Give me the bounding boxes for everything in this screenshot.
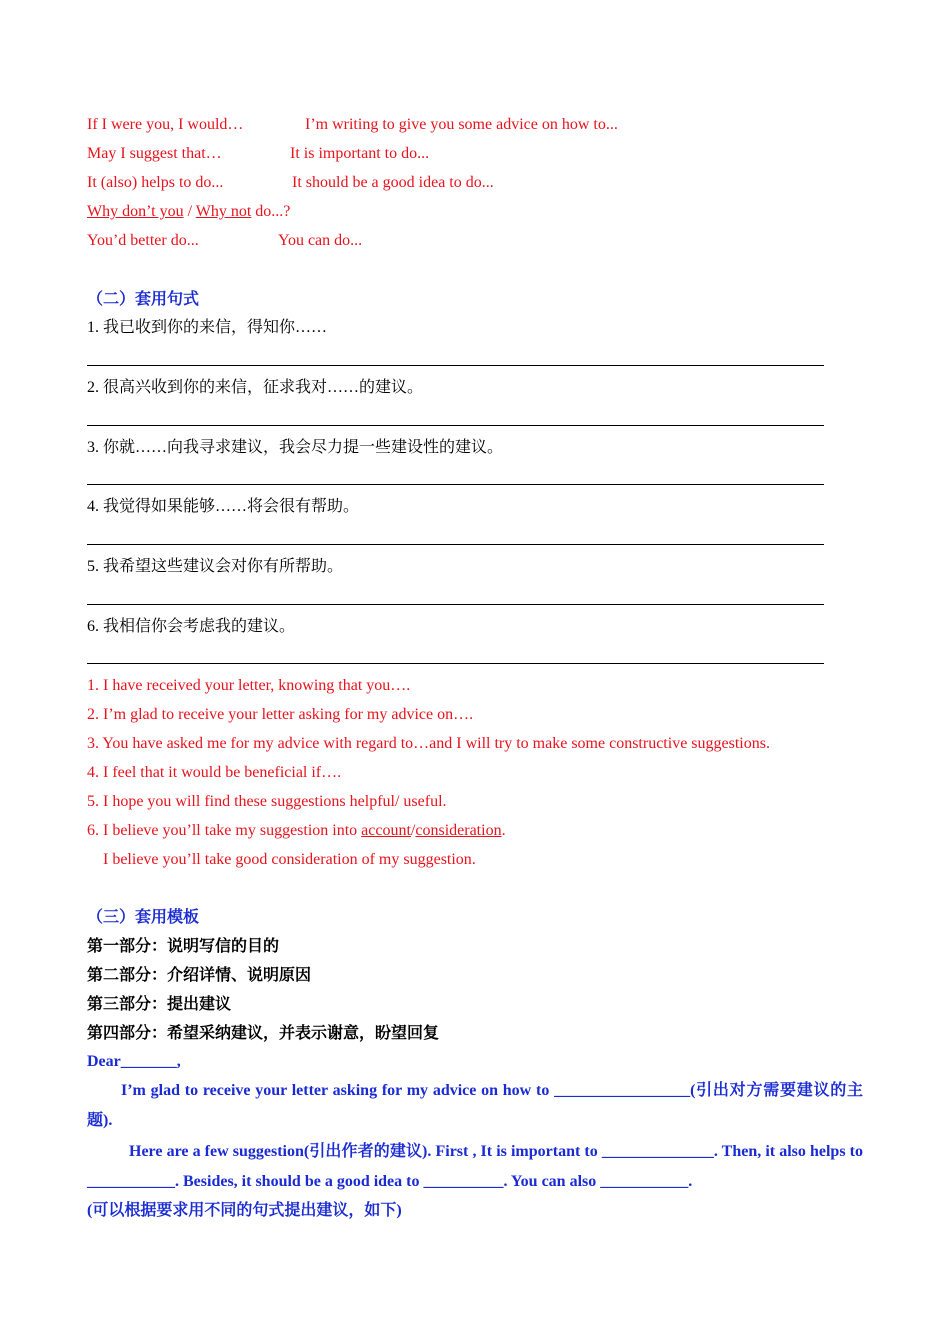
phrase-left: It (also) helps to do... — [87, 174, 224, 191]
answer-6-text: 6. I believe you’ll take my suggestion into — [87, 822, 362, 839]
phrase-row-3 — [87, 173, 494, 193]
answer-blank-line[interactable] — [87, 544, 824, 545]
phrase-left: You’d better do... — [87, 232, 199, 249]
letter-salutation: Dear_______, — [87, 1053, 181, 1070]
section-heading: （二）套用句式 — [87, 291, 200, 308]
question-5: 5. 我希望这些建议会对你有所帮助。 — [87, 558, 344, 575]
answer-6-word-account: account — [361, 822, 411, 839]
phrase-row-5 — [87, 231, 363, 251]
phrase-right: It is important to do... — [290, 145, 430, 162]
answer-6-period: . — [501, 822, 506, 839]
answer-6-separator: / — [410, 822, 416, 839]
phrase-right: I’m writing to give you some advice on how to... — [305, 116, 618, 133]
answer-6 — [87, 821, 506, 841]
answer-blank-line[interactable] — [87, 663, 824, 664]
question-2: 2. 很高兴收到你的来信，征求我对……的建议。 — [87, 379, 424, 396]
answer-6-word-consideration: consideration — [415, 822, 502, 839]
letter-paragraph-1: I’m glad to receive your letter asking for my advice on how to _________________(引出对方需要建议的主题). — [87, 1082, 863, 1129]
template-part-3: 第三部分：提出建议 — [87, 996, 232, 1013]
section-heading: （三）套用模板 — [87, 909, 200, 926]
template-part-2: 第二部分：介绍详情、说明原因 — [87, 967, 312, 984]
question-3: 3. 你就……向我寻求建议，我会尽力提一些建设性的建议。 — [87, 439, 504, 456]
question-6: 6. 我相信你会考虑我的建议。 — [87, 618, 296, 635]
answer-blank-line[interactable] — [87, 604, 824, 605]
template-part-4: 第四部分：希望采纳建议，并表示谢意，盼望回复 — [87, 1025, 440, 1042]
answer-5: 5. I hope you will find these suggestions helpful/ useful. — [87, 793, 447, 810]
answer-blank-line[interactable] — [87, 484, 824, 485]
answer-3: 3. You have asked me for my advice with regard to…and I will try to make some constructive suggestions. — [87, 735, 770, 752]
phrase-left: If I were you, I would… — [87, 116, 244, 133]
answer-1: 1. I have received your letter, knowing that you…. — [87, 677, 411, 694]
template-part-1: 第一部分：说明写信的目的 — [87, 938, 280, 955]
phrase-left: May I suggest that… — [87, 145, 222, 162]
phrase-right: You can do... — [278, 232, 363, 249]
phrase-row-4 — [87, 202, 290, 222]
phrase-underlined: Why not — [195, 203, 252, 220]
question-4: 4. 我觉得如果能够……将会很有帮助。 — [87, 498, 360, 515]
phrase-row-1 — [87, 115, 618, 135]
phrase-right: It should be a good idea to do... — [292, 174, 494, 191]
letter-note: (可以根据要求用不同的句式提出建议，如下) — [87, 1202, 402, 1219]
phrase-row-2 — [87, 144, 430, 164]
answer-blank-line[interactable] — [87, 425, 824, 426]
answer-6-alternative: I believe you’ll take good consideration of my suggestion. — [103, 851, 476, 868]
phrase-text: do...? — [251, 203, 291, 220]
answer-2: 2. I’m glad to receive your letter asking for my advice on…. — [87, 706, 474, 723]
answer-blank-line[interactable] — [87, 365, 824, 366]
answer-4: 4. I feel that it would be beneficial if…. — [87, 764, 342, 781]
letter-paragraph-2: Here are a few suggestion(引出作者的建议). First , It is important to ______________. Then, it also helps to ___________. Besides, it should be a good idea to __________. You can also ___________. — [87, 1143, 863, 1190]
phrase-underlined: Why don’t you — [87, 203, 184, 220]
phrase-separator: / — [183, 203, 196, 220]
question-1: 1. 我已收到你的来信，得知你…… — [87, 319, 328, 336]
